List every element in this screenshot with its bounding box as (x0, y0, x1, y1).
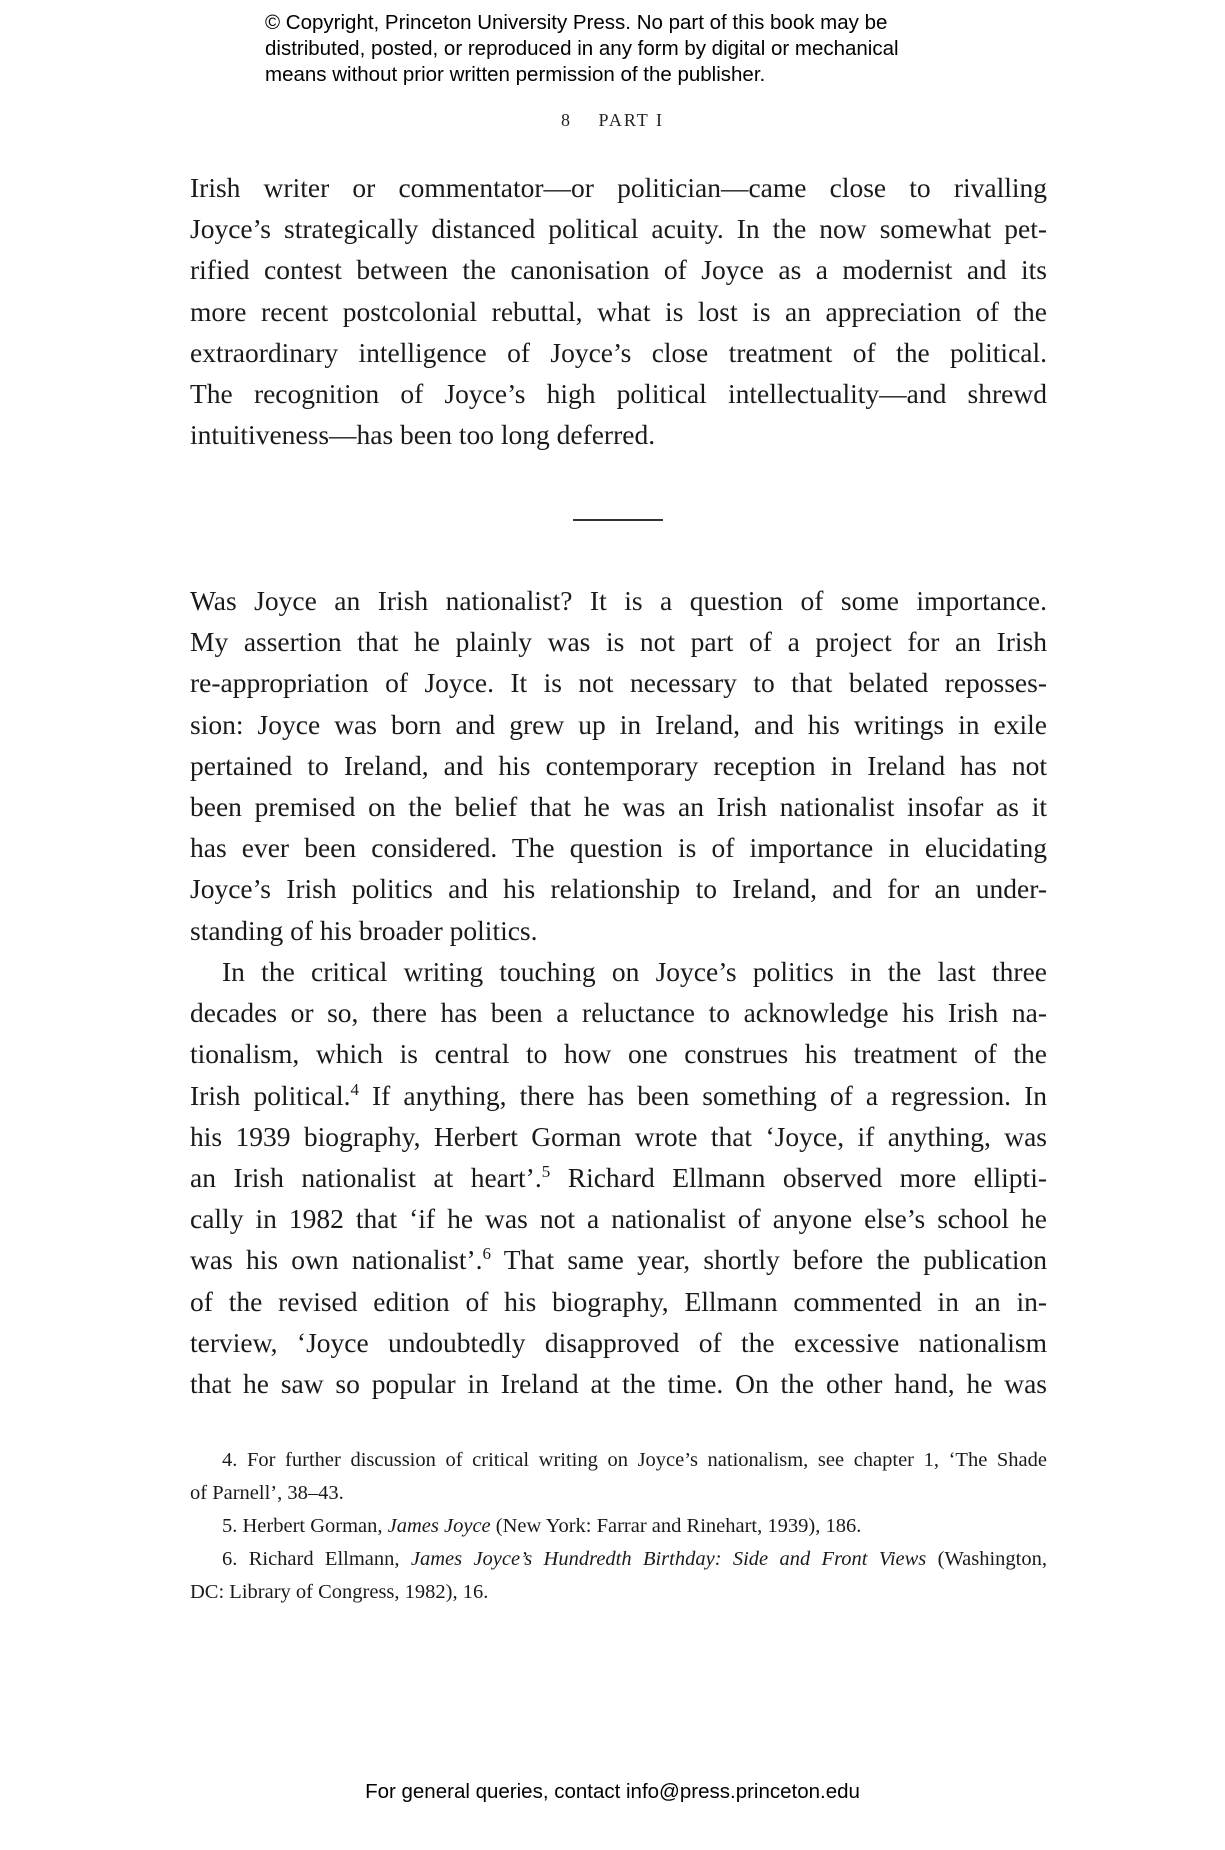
text: (New York: Farrar and Rinehart, 1939), 186. (490, 1515, 862, 1537)
copyright-line: distributed, posted, or reproduced in any form by digital or mechanical (265, 37, 899, 60)
text: 5. Herbert Gorman, (222, 1515, 388, 1537)
text-line: Was Joyce an Irish nationalist? It is a question of some importance. (190, 585, 1047, 616)
footnote-6-line (190, 1543, 1047, 1576)
text-line: intuitiveness—has been too long deferred. (190, 419, 656, 451)
footnote-ref-5: 5 (541, 1161, 551, 1181)
text-line: that he saw so popular in Ireland at the time. On the other hand, he was (190, 1367, 1047, 1399)
text-line: Joyce’s Irish politics and his relationship to Ireland, and for an under- (190, 873, 1047, 905)
section-divider (573, 519, 663, 521)
book-title: James Joyce (387, 1515, 491, 1537)
paragraph-2 (190, 580, 1047, 951)
text-line: re-appropriation of Joyce. It is not necessary to that belated reposses- (190, 667, 1047, 699)
book-title: James Joyce’s Hundredth Birthday: Side and Front Views (410, 1548, 927, 1570)
text-line (190, 1075, 1047, 1116)
text-line: rified contest between the canonisation of Joyce as a modernist and its (190, 254, 1047, 286)
text-line (190, 1239, 1047, 1280)
paragraph-1 (190, 167, 1047, 455)
text: (Washington, (926, 1548, 1047, 1570)
text-line: been premised on the belief that he was an Irish nationalist insofar as it (190, 790, 1047, 822)
footnote-ref-4: 4 (350, 1079, 359, 1099)
footnote-ref-6: 6 (482, 1244, 491, 1264)
footnote-4-line: 4. For further discussion of critical writing on Joyce’s nationalism, see chapter 1, ‘The Shade (222, 1449, 1047, 1471)
text-line: standing of his broader politics. (190, 914, 538, 946)
paragraph-3 (190, 951, 1047, 1404)
copyright-notice (265, 10, 899, 88)
text: That same year, shortly before the publication (491, 1244, 1047, 1276)
copyright-line: © Copyright, Princeton University Press. No part of this book may be (265, 11, 888, 34)
text-line: his 1939 biography, Herbert Gorman wrote that ‘Joyce, if anything, was (190, 1120, 1047, 1152)
text-line: decades or so, there has been a reluctance to acknowledge his Irish na- (190, 997, 1047, 1029)
text: If anything, there has been something of a regression. In (358, 1079, 1048, 1111)
text-line: has ever been considered. The question is of importance in elucidating (190, 832, 1047, 864)
footnotes (190, 1444, 1047, 1609)
text: Irish political. (190, 1079, 351, 1111)
text-line: My assertion that he plainly was is not part of a project for an Irish (190, 626, 1047, 658)
text-line: Joyce’s strategically distanced political acuity. In the now somewhat pet- (190, 213, 1047, 245)
section-title: PART I (598, 110, 664, 130)
text-line: Irish writer or commentator—or politician—came close to rivalling (190, 172, 1047, 203)
text-line: In the critical writing touching on Joyce’s politics in the last three (222, 956, 1047, 987)
text-line: extraordinary intelligence of Joyce’s close treatment of the political. (190, 336, 1047, 368)
text-line: pertained to Ireland, and his contemporary reception in Ireland has not (190, 749, 1047, 781)
text-line: terview, ‘Joyce undoubtedly disapproved of the excessive nationalism (190, 1326, 1047, 1358)
footer-contact: For general queries, contact info@press.princeton.edu (365, 1780, 860, 1803)
text-line: of the revised edition of his biography, Ellmann commented in an in- (190, 1285, 1047, 1317)
text-line: The recognition of Joyce’s high political intellectuality—and shrewd (190, 377, 1047, 409)
running-head (0, 110, 1225, 131)
text: an Irish nationalist at heart’. (190, 1161, 542, 1193)
text-line (190, 1157, 1047, 1198)
text-line: more recent postcolonial rebuttal, what is lost is an appreciation of the (190, 295, 1047, 327)
text: Richard Ellmann observed more ellipti- (550, 1161, 1047, 1193)
footnote-5 (190, 1510, 1047, 1543)
footnote-4-line: of Parnell’, 38–43. (190, 1482, 344, 1504)
text: 6. Richard Ellmann, (222, 1548, 411, 1570)
page-number: 8 (561, 110, 573, 130)
text-line: sion: Joyce was born and grew up in Ireland, and his writings in exile (190, 708, 1047, 740)
text-line: cally in 1982 that ‘if he was not a nationalist of anyone else’s school he (190, 1203, 1047, 1235)
footnote-6-line: DC: Library of Congress, 1982), 16. (190, 1581, 489, 1603)
copyright-line: means without prior written permission of the publisher. (265, 63, 766, 86)
text: was his own nationalist’. (190, 1244, 483, 1276)
text-line: tionalism, which is central to how one construes his treatment of the (190, 1038, 1047, 1070)
